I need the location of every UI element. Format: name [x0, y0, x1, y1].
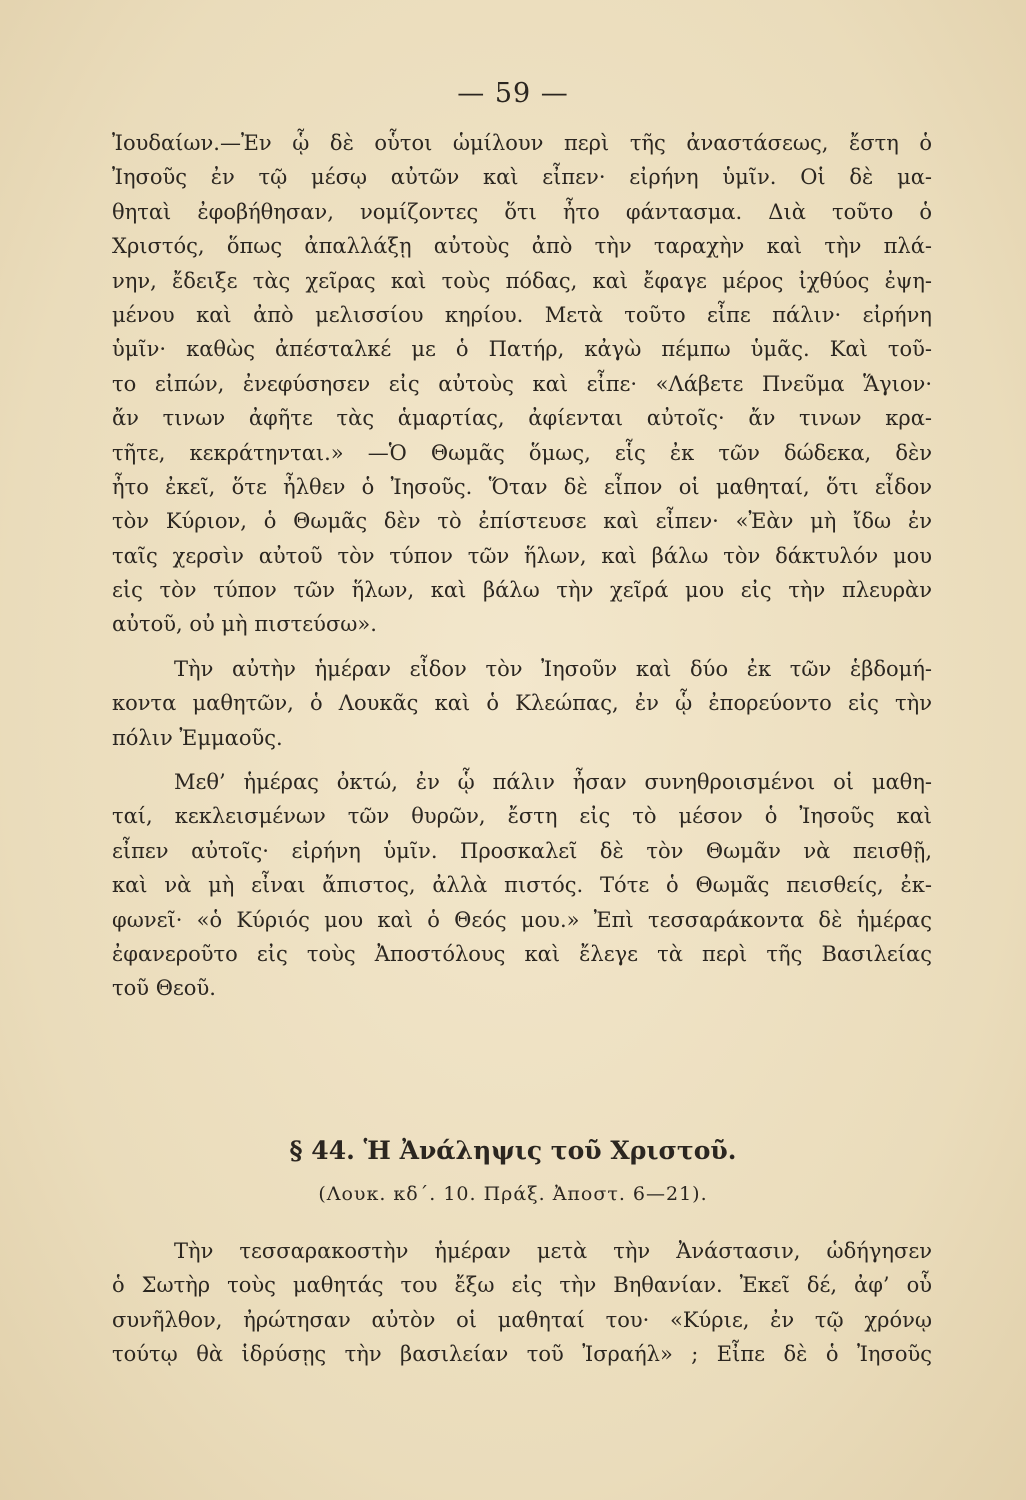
text-line: τούτῳ θὰ ἱδρύσῃς τὴν βασιλείαν τοῦ Ἰσραήλ» ; Εἶπε δὲ ὁ Ἰησοῦς — [112, 1342, 932, 1367]
text-line: φωνεῖ· «ὁ Κύριός μου καὶ ὁ Θεός μου.» Ἐπὶ τεσσαράκοντα δὲ ἡμέρας — [112, 907, 932, 932]
text-line: Ἰουδαίων.—Ἐν ᾧ δὲ οὗτοι ὡμίλουν περὶ τῆς ἀναστάσεως, ἔστη ὁ — [112, 131, 932, 155]
text-line: αὐτοῦ, οὐ μὴ πιστεύσω». — [112, 612, 377, 637]
text-line: Ἰησοῦς ἐν τῷ μέσῳ αὐτῶν καὶ εἶπεν· εἰρήνη ὑμῖν. Οἱ δὲ μα- — [112, 165, 932, 190]
text-line: εἰς τὸν τύπον τῶν ἥλων, καὶ βάλω τὴν χεῖρά μου εἰς τὴν πλευρὰν — [112, 578, 932, 603]
text-line: ταί, κεκλεισμένων τῶν θυρῶν, ἔστη εἰς τὸ μέσον ὁ Ἰησοῦς καὶ — [112, 804, 932, 829]
text-line: το εἰπών, ἐνεφύσησεν εἰς αὐτοὺς καὶ εἶπε· «Λάβετε Πνεῦμα Ἅγιον· — [112, 371, 932, 396]
text-line: ταῖς χερσὶν αὐτοῦ τὸν τύπον τῶν ἥλων, καὶ βάλω τὸν δάκτυλόν μου — [112, 543, 932, 568]
text-line: τοῦ Θεοῦ. — [112, 976, 216, 1001]
text-line: ἄν τινων ἀφῆτε τὰς ἁμαρτίας, ἀφίενται αὐτοῖς· ἄν τινων κρα- — [112, 406, 932, 431]
text-line: ὑμῖν· καθὼς ἀπέσταλκέ με ὁ Πατήρ, κἀγὼ πέμπω ὑμᾶς. Καὶ τοῦ- — [112, 337, 932, 362]
text-line: Μεθ’ ἡμέρας ὀκτώ, ἐν ᾧ πάλιν ἦσαν συνηθροισμένοι οἱ μαθη- — [174, 770, 932, 795]
text-line: τὸν Κύριον, ὁ Θωμᾶς δὲν τὸ ἐπίστευσε καὶ εἶπεν· «Ἐὰν μὴ ἴδω ἐν — [112, 509, 932, 534]
page-number: — 59 — — [457, 78, 569, 109]
text-line: Τὴν αὐτὴν ἡμέραν εἶδον τὸν Ἰησοῦν καὶ δύο ἐκ τῶν ἑβδομή- — [174, 656, 932, 681]
text-line: ὁ Σωτὴρ τοὺς μαθητάς του ἔξω εἰς τὴν Βηθανίαν. Ἐκεῖ δέ, ἀφ’ οὗ — [112, 1273, 932, 1298]
paragraph-2 — [112, 652, 932, 755]
text-line: τῆτε, κεκράτηνται.» —Ὁ Θωμᾶς ὅμως, εἷς ἐκ τῶν δώδεκα, δὲν — [112, 440, 932, 465]
paragraph-3 — [112, 765, 932, 1006]
paragraph-4 — [112, 1234, 932, 1372]
paragraph-1 — [112, 126, 932, 642]
text-line: θηταὶ ἐφοβήθησαν, νομίζοντες ὅτι ἦτο φάντασμα. Διὰ τοῦτο ὁ — [112, 199, 932, 224]
section-heading: § 44. Ἡ Ἀνάληψις τοῦ Χριστοῦ. — [289, 1136, 737, 1165]
text-line: νην, ἔδειξε τὰς χεῖρας καὶ τοὺς πόδας, καὶ ἔφαγε μέρος ἰχθύος ἐψη- — [112, 268, 932, 293]
text-line: ἐφανεροῦτο εἰς τοὺς Ἀποστόλους καὶ ἔλεγε τὰ περὶ τῆς Βασιλείας — [112, 941, 932, 966]
text-line: κοντα μαθητῶν, ὁ Λουκᾶς καὶ ὁ Κλεώπας, ἐν ᾧ ἐπορεύοντο εἰς τὴν — [112, 691, 932, 716]
text-line: συνῆλθον, ἠρώτησαν αὐτὸν οἱ μαθηταί του· «Κύριε, ἐν τῷ χρόνῳ — [112, 1307, 932, 1332]
text-line: Τὴν τεσσαρακοστὴν ἡμέραν μετὰ τὴν Ἀνάστασιν, ὡδήγησεν — [174, 1239, 932, 1263]
text-line: πόλιν Ἐμμαοῦς. — [112, 725, 283, 750]
text-line: ἦτο ἐκεῖ, ὅτε ἦλθεν ὁ Ἰησοῦς. Ὅταν δὲ εἶπον οἱ μαθηταί, ὅτι εἶδον — [112, 474, 932, 499]
body-text — [112, 126, 932, 1006]
text-line: μένου καὶ ἀπὸ μελισσίου κηρίου. Μετὰ τοῦτο εἶπε πάλιν· εἰρήνη — [112, 302, 932, 327]
section-reference: (Λουκ. κδ΄. 10. Πράξ. Ἀποστ. 6—21). — [318, 1183, 708, 1205]
text-line: Χριστός, ὅπως ἀπαλλάξῃ αὐτοὺς ἀπὸ τὴν ταραχὴν καὶ τὴν πλά- — [112, 234, 932, 259]
text-line: εἶπεν αὐτοῖς· εἰρήνη ὑμῖν. Προσκαλεῖ δὲ τὸν Θωμᾶν νὰ πεισθῇ, — [112, 838, 932, 863]
text-line: καὶ νὰ μὴ εἶναι ἄπιστος, ἀλλὰ πιστός. Τότε ὁ Θωμᾶς πεισθείς, ἐκ- — [112, 873, 932, 898]
